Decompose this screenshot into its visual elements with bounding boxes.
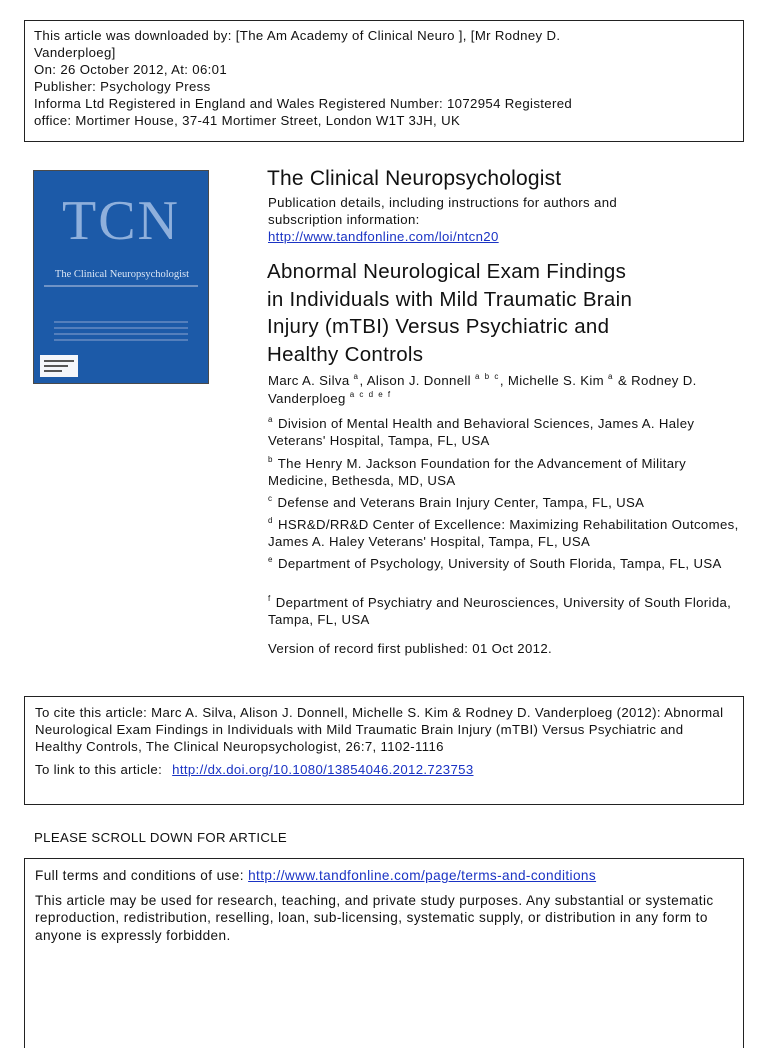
author-affiliation-sup: a b c — [474, 372, 500, 381]
affiliation-text: Department of Psychiatry and Neurosciences, University of South Florida, Tampa, FL, USA — [268, 595, 732, 627]
author-affiliation-sup: a — [353, 372, 360, 381]
affiliation-text: The Henry M. Jackson Foundation for the Advancement of Military Medicine, Bethesda, MD, USA — [268, 456, 687, 488]
download-line: On: 26 October 2012, At: 06:01 — [34, 62, 228, 77]
article-title-line: Abnormal Neurological Exam Findings — [267, 260, 627, 283]
citation-text: To cite this article: Marc A. Silva, Alison J. Donnell, Michelle S. Kim & Rodney D. Vanderploeg (2012): Abnormal Neurological Exam Findings in Individuals with Mild Traumatic Brain Injury (mTBI) Versus Psychiatric and Healthy Controls, The Clinical Neuropsychologist, 26:7, 1102-1116 — [35, 705, 724, 754]
terms-line — [35, 867, 733, 885]
author-separator: , — [499, 373, 508, 388]
author-list — [268, 372, 738, 408]
author-affiliation-sup: a — [608, 372, 614, 381]
author-separator: & — [613, 373, 632, 388]
cover-divider — [44, 285, 198, 287]
cover-abbrev: TCN — [62, 190, 180, 252]
affiliation-a — [268, 415, 742, 449]
affiliation-sup: a — [268, 415, 274, 424]
publication-details — [268, 194, 738, 245]
affiliation-sup: c — [268, 494, 274, 503]
affiliation-text: HSR&D/RR&D Center of Excellence: Maximizing Rehabilitation Outcomes, James A. Haley Veterans' Hospital, Tampa, FL, USA — [268, 517, 739, 549]
affiliation-text: Division of Mental Health and Behavioral Sciences, James A. Haley Veterans' Hospital, Tampa, FL, USA — [268, 416, 695, 448]
download-line: Informa Ltd Registered in England and Wales Registered Number: 1072954 Registered — [34, 96, 573, 111]
article-link-label: To link to this article: — [35, 762, 163, 777]
citation-box — [24, 696, 744, 805]
affiliation-sup: f — [268, 594, 272, 603]
author-name: Marc A. Silva — [268, 373, 350, 388]
affiliation-d — [268, 516, 742, 550]
download-line: This article was downloaded by: [The Am Academy of Clinical Neuro ], [Mr Rodney D. — [34, 28, 561, 43]
journal-title: The Clinical Neuropsychologist — [267, 167, 562, 190]
affiliation-sup: e — [268, 555, 274, 564]
scroll-down-notice: PLEASE SCROLL DOWN FOR ARTICLE — [34, 830, 288, 845]
publisher-logo-icon — [40, 355, 78, 377]
author-affiliation-sup: a c d e f — [349, 390, 392, 399]
terms-box — [24, 858, 744, 1048]
affiliation-e — [268, 555, 742, 572]
details-line: subscription information: — [268, 212, 420, 227]
download-info-box — [24, 20, 744, 142]
article-title-line: in Individuals with Mild Traumatic Brain — [267, 287, 633, 311]
journal-url-link[interactable]: http://www.tandfonline.com/loi/ntcn20 — [268, 229, 499, 244]
affiliation-sup: d — [268, 516, 274, 525]
download-line: office: Mortimer House, 37-41 Mortimer Street, London W1T 3JH, UK — [34, 113, 461, 128]
article-title-line: Healthy Controls — [267, 342, 424, 366]
journal-cover-image — [33, 170, 209, 384]
author-name: Alison J. Donnell — [366, 373, 471, 388]
author-name: Rodney D. Vanderploeg — [268, 373, 697, 406]
terms-body: This article may be used for research, teaching, and private study purposes. Any substantial or systematic reproduction, redistribution, reselling, loan, sub-licensing, systematic supply, or distribution in any form to anyone is expressly forbidden. — [35, 892, 714, 943]
details-line: Publication details, including instructions for authors and — [268, 195, 618, 210]
article-title — [267, 258, 747, 368]
cover-journal-title: The Clinical Neuropsychologist — [54, 269, 190, 280]
version-of-record: Version of record first published: 01 Oct 2012. — [268, 641, 553, 656]
terms-link[interactable]: http://www.tandfonline.com/page/terms-and-conditions — [248, 868, 597, 883]
cover-editor-names — [54, 321, 188, 345]
article-link-row — [35, 761, 733, 778]
affiliation-c — [268, 494, 742, 511]
affiliation-text: Defense and Veterans Brain Injury Center, Tampa, FL, USA — [277, 495, 645, 510]
author-name: Michelle S. Kim — [507, 373, 604, 388]
affiliation-sup: b — [268, 455, 274, 464]
doi-link[interactable]: http://dx.doi.org/10.1080/13854046.2012.723753 — [172, 762, 474, 777]
author-separator: , — [359, 373, 367, 388]
affiliation-text: Department of Psychology, University of South Florida, Tampa, FL, USA — [277, 556, 722, 571]
affiliation-f — [268, 594, 742, 628]
download-line: Vanderploeg] — [34, 45, 116, 60]
affiliation-b — [268, 455, 742, 489]
article-title-line: Injury (mTBI) Versus Psychiatric and — [267, 315, 610, 338]
terms-prefix: Full terms and conditions of use: — [35, 868, 244, 883]
download-line: Publisher: Psychology Press — [34, 79, 211, 94]
